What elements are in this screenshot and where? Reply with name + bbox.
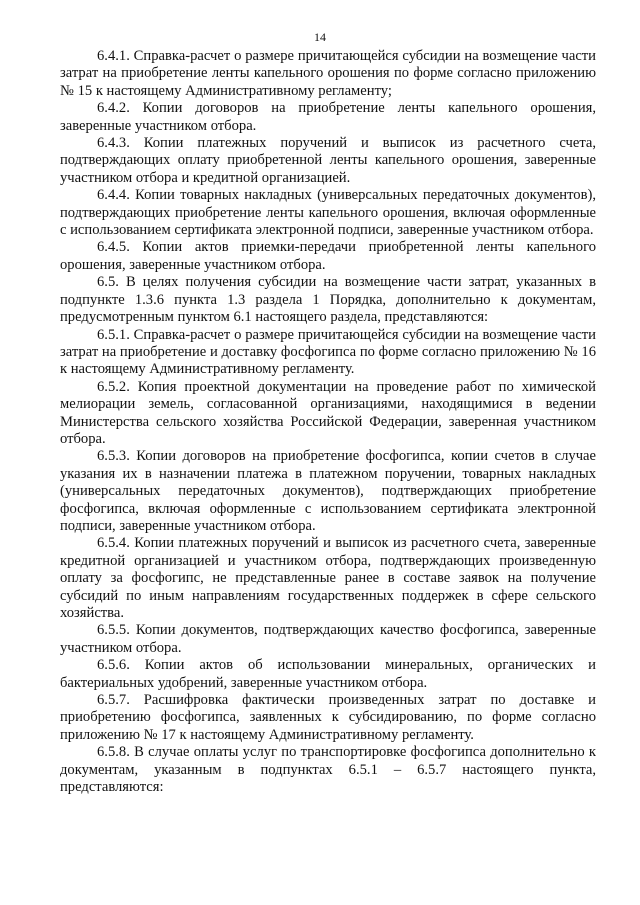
paragraph-6-5-4: 6.5.4. Копии платежных поручений и выписок из расчетного счета, заверенные кредитной организацией и участником отбора, подтверждающих произведенную оплату за фосфогипс, не представленные ранее в составе заявок на получение субсидий по иным направлениям государственных поддержек в сфере сельского хозяйства. <box>60 535 596 621</box>
paragraph-6-4-4: 6.4.4. Копии товарных накладных (универсальных передаточных документов), подтверждающих приобретение ленты капельного орошения, включая оформленные с использованием сертификата электронной подписи, заверенные участником отбора. <box>60 187 596 239</box>
paragraph-6-5-6: 6.5.6. Копии актов об использовании минеральных, органических и бактериальных удобрений, заверенные участником отбора. <box>60 657 596 691</box>
page-number: 14 <box>314 30 326 44</box>
paragraph-6-4-2: 6.4.2. Копии договоров на приобретение ленты капельного орошения, заверенные участником отбора. <box>60 100 596 134</box>
paragraph-6-5-3: 6.5.3. Копии договоров на приобретение фосфогипса, копии счетов в случае указания их в назначении платежа в платежном поручении, товарных накладных (универсальных передаточных документов), подтверждающих приобретение фосфогипса, включая оформленные с использованием сертификата электронной подписи, заверенные участником отбора. <box>60 448 596 534</box>
paragraph-6-4-3: 6.4.3. Копии платежных поручений и выписок из расчетного счета, подтверждающих оплату приобретенной ленты капельного орошения, заверенные участником отбора и кредитной организацией. <box>60 135 596 186</box>
paragraph-6-5-7: 6.5.7. Расшифровка фактически произведенных затрат по доставке и приобретению фосфогипса, заявленных к субсидированию, по форме согласно приложению № 17 к настоящему Административному регламенту. <box>60 692 596 743</box>
paragraph-6-5-8: 6.5.8. В случае оплаты услуг по транспортировке фосфогипса дополнительно к документам, указанным в подпунктах 6.5.1 – 6.5.7 настоящего пункта, представляются: <box>60 744 596 796</box>
paragraph-6-4-5: 6.4.5. Копии актов приемки-передачи приобретенной ленты капельного орошения, заверенные участником отбора. <box>60 239 596 273</box>
paragraph-6-5: 6.5. В целях получения субсидии на возмещение части затрат, указанных в подпункте 1.3.6 пункта 1.3 раздела 1 Порядка, дополнительно к документам, предусмотренным пунктом 6.1 настоящего раздела, представляются: <box>60 274 596 326</box>
paragraph-6-5-1: 6.5.1. Справка-расчет о размере причитающейся субсидии на возмещение части затрат на приобретение и доставку фосфогипса по форме согласно приложению № 16 к настоящему Административному регламенту. <box>60 326 596 378</box>
paragraph-6-4-1: 6.4.1. Справка-расчет о размере причитающейся субсидии на возмещение части затрат на приобретение ленты капельного орошения по форме согласно приложению № 15 к настоящему Административному регламенту; <box>60 48 596 99</box>
document-body <box>60 48 596 796</box>
paragraph-6-5-5: 6.5.5. Копии документов, подтверждающих качество фосфогипса, заверенные участником отбора. <box>60 622 596 656</box>
paragraph-6-5-2: 6.5.2. Копия проектной документации на проведение работ по химической мелиорации земель, согласованной организациями, находящимися в ведении Министерства сельского хозяйства Российской Федерации, заверенная участником отбора. <box>60 378 596 447</box>
